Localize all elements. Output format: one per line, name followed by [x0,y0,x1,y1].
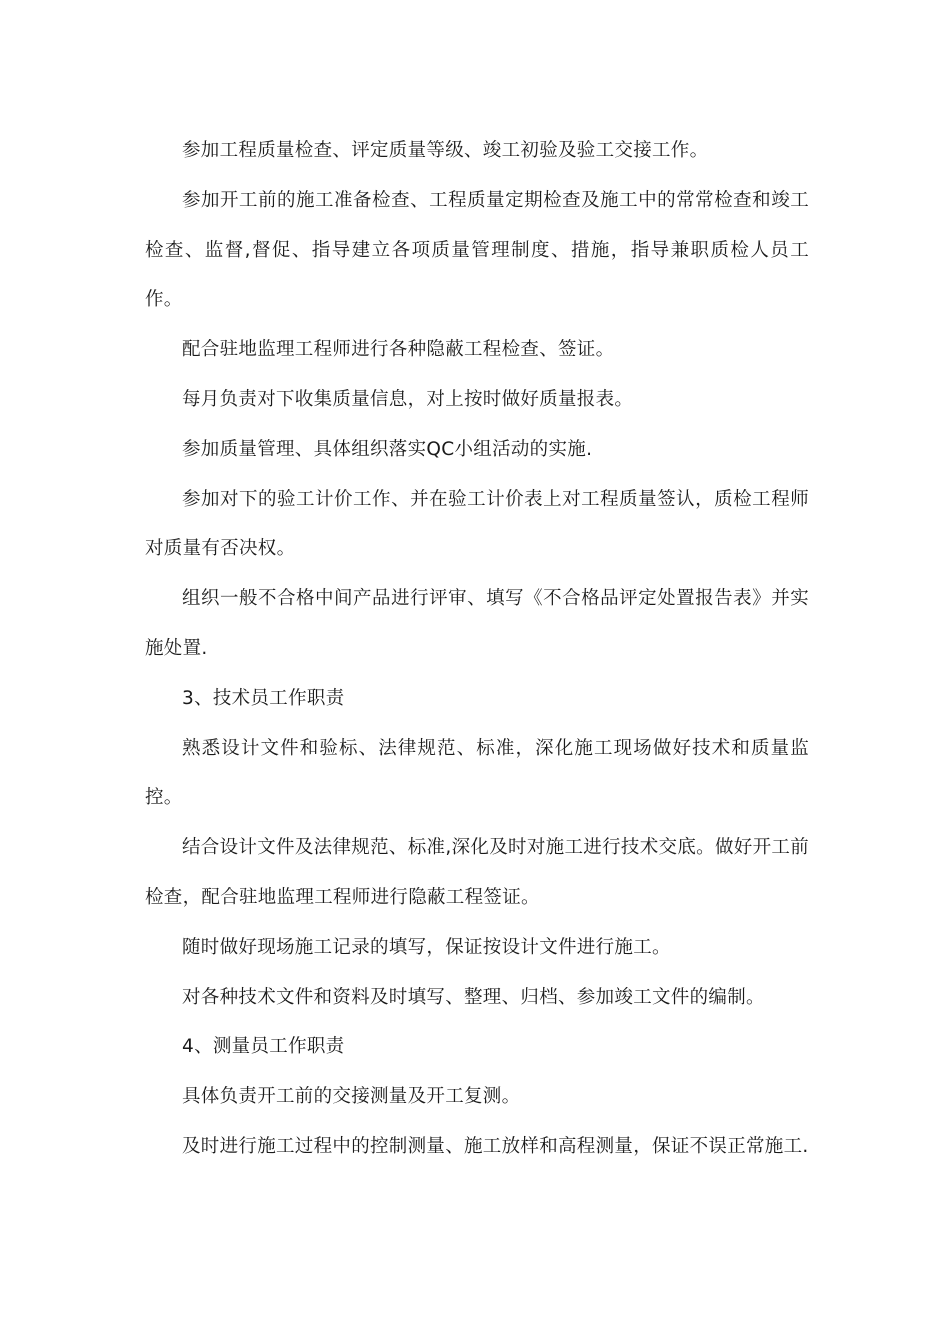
paragraph-quality-inspection: 参加工程质量检查、评定质量等级、竣工初验及验工交接工作。 [182,140,709,161]
paragraph-tech-briefing: 结合设计文件及法律规范、标准,深化及时对施工进行技术交底。做好开工前检查，配合驻地监理工程师进行隐蔽工程签证。 [145,837,809,908]
paragraph-monthly-report: 每月负责对下收集质量信息，对上按时做好质量报表。 [182,388,634,410]
paragraph-hidden-works: 配合驻地监理工程师进行各种隐蔽工程检查、签证。 [182,339,615,361]
paragraph-pre-construction-check: 参加开工前的施工准备检查、工程质量定期检查及施工中的常常检查和竣工检查、监督,督促、指导建立各项质量管理制度、措施，指导兼职质检人员工作。 [145,189,809,311]
paragraph-nonconforming: 组织一般不合格中间产品进行评审、填写《不合格品评定处置报告表》并实施处置. [145,588,809,659]
paragraph-site-records: 随时做好现场施工记录的填写，保证按设计文件进行施工。 [182,936,671,958]
paragraph-qc-group: 参加质量管理、具体组织落实QC小组活动的实施. [182,438,593,460]
document-body [145,126,809,1172]
section-heading-surveyor: 4、测量员工作职责 [182,1036,345,1058]
paragraph-design-docs: 熟悉设计文件和验标、法律规范、标准，深化施工现场做好技术和质量监控。 [145,737,809,809]
paragraph-valuation: 参加对下的验工计价工作、并在验工计价表上对工程质量签认，质检工程师对质量有否决权。 [145,488,809,560]
paragraph-control-survey: 及时进行施工过程中的控制测量、施工放样和高程测量，保证不误正常施工. [182,1135,809,1157]
paragraph-archiving: 对各种技术文件和资料及时填写、整理、归档、参加竣工文件的编制。 [182,986,765,1008]
paragraph-handover-survey: 具体负责开工前的交接测量及开工复测。 [182,1086,521,1108]
section-heading-technician: 3、技术员工作职责 [182,687,345,709]
